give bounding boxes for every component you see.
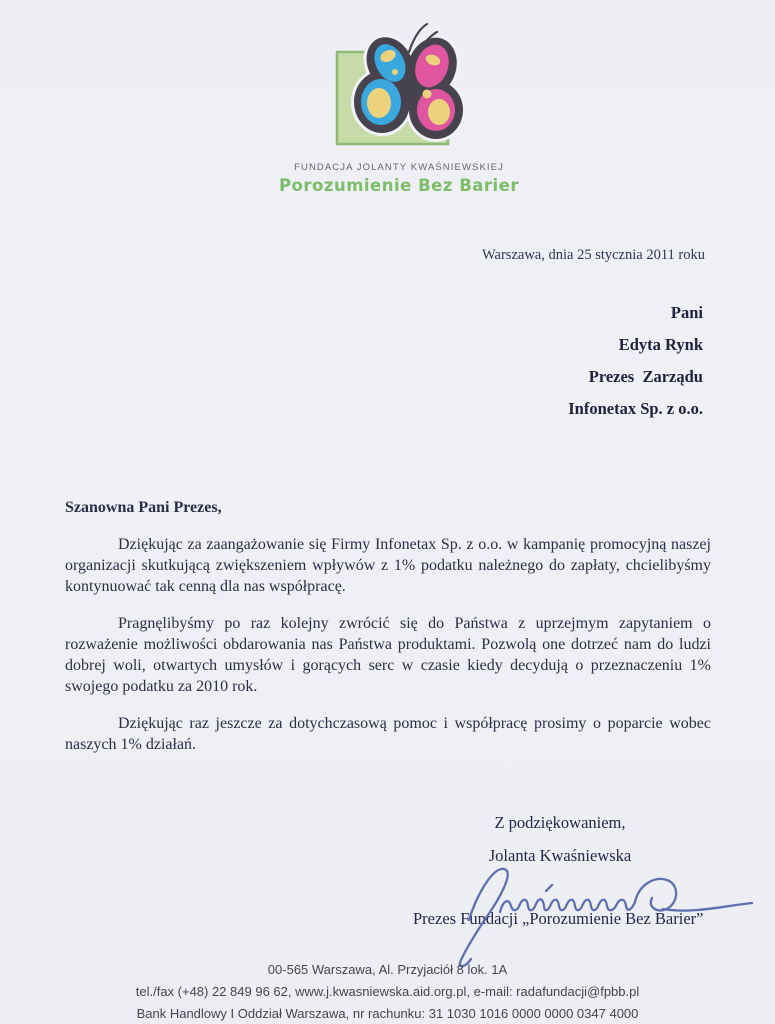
foundation-butterfly-logo-icon — [331, 20, 483, 156]
foundation-name-caps: FUNDACJA JOLANTY KWAŚNIEWSKIEJ — [294, 162, 504, 173]
foundation-motto-script: Porozumienie Bez Barier — [278, 176, 520, 195]
footer-contact-block — [0, 962, 775, 1024]
recipient-line: Prezes Zarządu — [588, 367, 703, 386]
paragraph-3: Dziękując raz jeszcze za dotychczasową pomoc i współpracę prosimy o poparcie wobec naszych 1% działań. — [65, 715, 711, 753]
footer-address: 00-565 Warszawa, Al. Przyjaciół 8 lok. 1A — [267, 962, 508, 977]
date-line: Warszawa, dnia 25 stycznia 2011 roku — [482, 247, 705, 263]
recipient-line: Pani — [670, 303, 703, 322]
letter-body — [65, 497, 711, 771]
paragraph-1: Dziękując za zaangażowanie się Firmy Infonetax Sp. z o.o. w kampanię promocyjną naszej organizacji skutkującą zwiększeniem wpływów z 1% podatku należnego do zapłaty, chcielibyśmy kontynuować tak cenną dla nas współpracę. — [65, 536, 711, 595]
letterhead-text — [250, 162, 548, 195]
closing-thanks: Z podziękowaniem, — [494, 813, 626, 832]
footer-bank-account: Bank Handlowy I Oddział Warszawa, nr rachunku: 31 1030 1016 0000 0000 0347 4000 — [136, 1006, 639, 1021]
closing-name: Jolanta Kwaśniewska — [488, 846, 632, 865]
footer-contact: tel./fax (+48) 22 849 96 62, www.j.kwasniewska.aid.org.pl, e-mail: radafundacji@fpbb.pl — [135, 984, 640, 999]
salutation: Szanowna Pani Prezes, — [65, 499, 222, 516]
recipient-line: Edyta Rynk — [618, 335, 703, 354]
recipient-block — [568, 303, 703, 431]
paragraph-2: Pragnęlibyśmy po raz kolejny zwrócić się do Państwa z uprzejmym zapytaniem o rozważenie możliwości obdarowania nas Państwa produktami. Pozwolą one dotrzeć nam do ludzi dobrej woli, otwartych umysłów i gorących serc w czasie kiedy decydują o przeznaczeniu 1% swojego podatku za 2010 rok. — [65, 615, 711, 695]
closing-block — [438, 812, 682, 878]
recipient-line: Infonetax Sp. z o.o. — [568, 399, 703, 418]
signer-title-line: Prezes Fundacji „Porozumienie Bez Barier” — [413, 909, 704, 928]
